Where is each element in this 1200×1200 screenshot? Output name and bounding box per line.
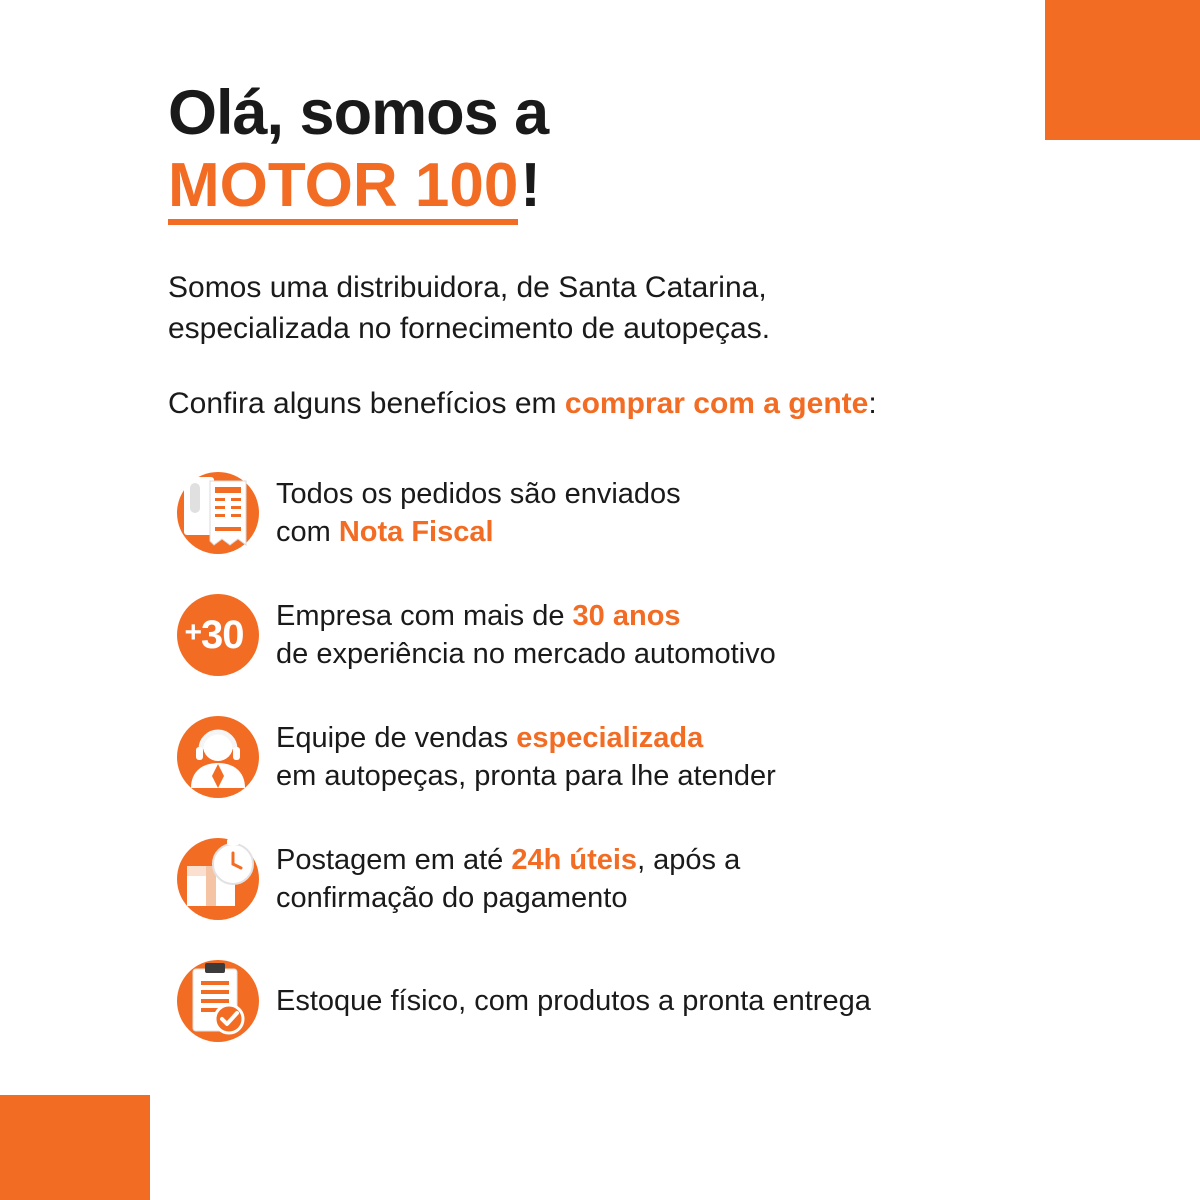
years-badge-number: 30	[201, 613, 244, 658]
clipboard-check-icon	[168, 953, 268, 1049]
years-badge-label	[184, 613, 244, 658]
page-title-company-line	[168, 152, 1088, 225]
intro-line-2: especializada no fornecimento de autopeças.	[168, 312, 771, 346]
benefit-line-1-prefix: Postagem em até	[276, 844, 512, 877]
content-area	[168, 80, 1088, 1075]
receipt-icon-glyph	[180, 471, 256, 555]
benefit-text	[268, 475, 681, 552]
benefit-line-2-prefix: com	[276, 516, 339, 549]
headset-agent-icon-glyph	[177, 716, 259, 798]
benefit-line-1-prefix: Empresa com mais de	[276, 600, 573, 633]
benefit-line-1-highlight: especializada	[516, 722, 704, 755]
benefit-line-1	[276, 719, 776, 757]
company-exclamation: !	[520, 151, 541, 221]
intro-line-1: Somos uma distribuidora, de Santa Catarina,	[168, 271, 767, 305]
clipboard-check-icon-glyph	[179, 959, 257, 1043]
benefit-line-1	[276, 841, 740, 879]
benefit-line-2: confirmação do pagamento	[276, 882, 628, 915]
receipt-icon	[168, 465, 268, 561]
list-item	[168, 709, 1088, 805]
benefit-text	[268, 719, 776, 796]
benefit-line-2: de experiência no mercado automotivo	[276, 638, 776, 671]
benefit-text	[268, 982, 871, 1020]
benefit-line-1-highlight: 30 anos	[572, 600, 681, 633]
benefit-line-2	[276, 513, 681, 551]
years-badge-icon	[168, 587, 268, 683]
benefit-line-2: em autopeças, pronta para lhe atender	[276, 760, 776, 793]
box-stopwatch-icon-glyph	[175, 836, 261, 922]
list-item	[168, 953, 1088, 1049]
years-badge-plus: +	[184, 616, 202, 650]
company-name: MOTOR 100	[168, 155, 518, 225]
benefit-line-1: Estoque físico, com produtos a pronta entrega	[276, 985, 871, 1018]
benefits-list	[168, 465, 1088, 1049]
page-title-greeting: Olá, somos a	[168, 78, 549, 148]
decorative-corner-bottom-left	[0, 1095, 150, 1200]
benefit-text	[268, 841, 740, 918]
benefit-line-1-suffix: , após a	[637, 844, 741, 877]
benefits-lead	[168, 387, 1088, 421]
intro-paragraph	[168, 267, 1088, 349]
benefit-line-1	[276, 597, 776, 635]
benefits-lead-suffix: :	[868, 387, 877, 421]
list-item	[168, 831, 1088, 927]
benefits-lead-prefix: Confira alguns benefícios em	[168, 387, 565, 421]
list-item	[168, 587, 1088, 683]
list-item	[168, 465, 1088, 561]
headset-agent-icon	[168, 709, 268, 805]
box-stopwatch-icon	[168, 831, 268, 927]
benefits-lead-highlight: comprar com a gente	[564, 387, 869, 421]
benefit-text	[268, 597, 776, 674]
benefit-line-2-highlight: Nota Fiscal	[338, 516, 494, 549]
benefit-line-1-highlight: 24h úteis	[511, 844, 638, 877]
benefit-line-1-prefix: Equipe de vendas	[276, 722, 517, 755]
benefit-line-1: Todos os pedidos são enviados	[276, 478, 681, 511]
